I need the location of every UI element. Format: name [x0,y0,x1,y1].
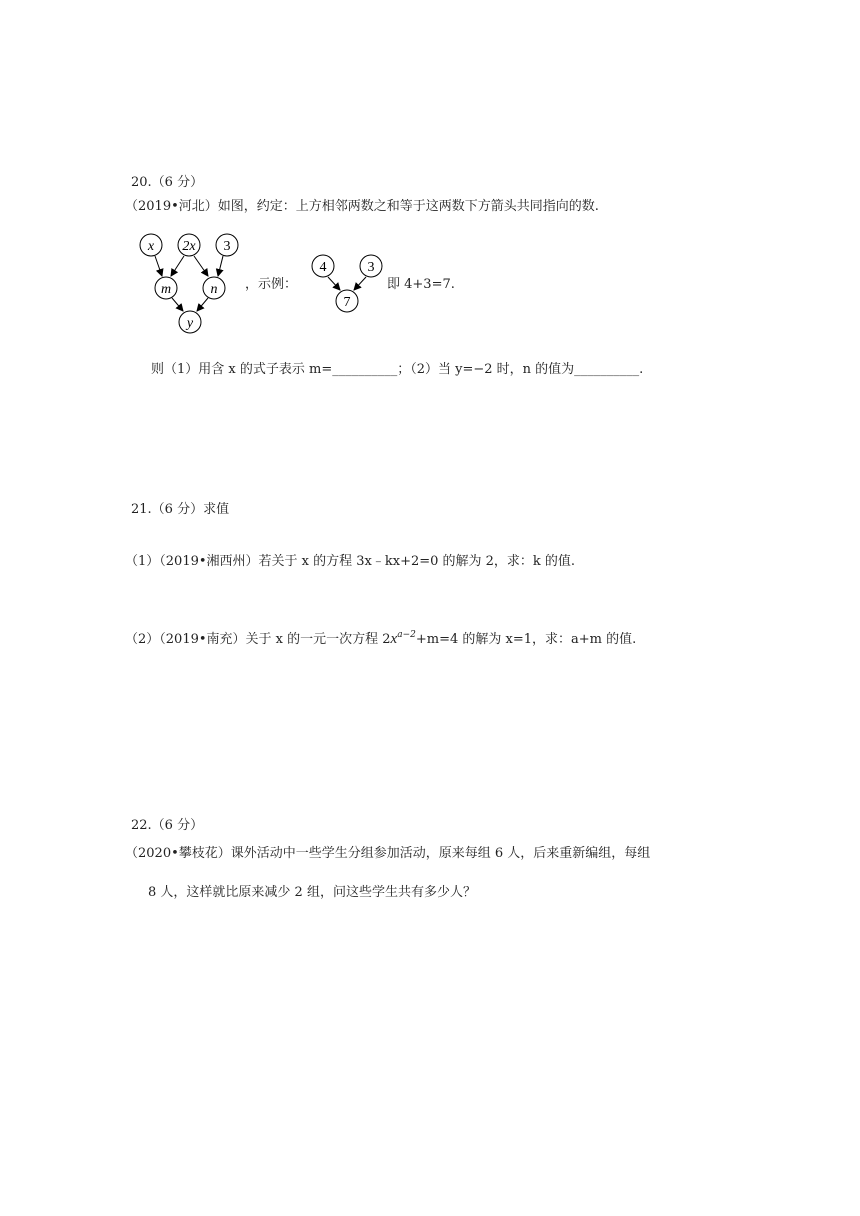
q22-header: 22.（6 分） [131,818,204,833]
q22-line2: 8 人，这样就比原来减少 2 组，问这些学生共有多少人？ [148,885,476,900]
q20-example-label: ，示例： [245,277,298,292]
q21-part2-exponent: a−2 [397,630,416,640]
example-7-label: 7 [343,295,351,310]
example-3-label: 3 [367,260,375,275]
q20-example-result: 即 4+3=7. [387,277,455,292]
example-4-label: 4 [319,260,327,275]
q20-question: 则（1）用含 x 的式子表示 m=__________；（2）当 y=−2 时，n 的值为__________. [151,362,644,377]
q21-part2-variable: x [390,631,398,647]
q20-stem: （2019•河北）如图，约定：上方相邻两数之和等于这两数下方箭头共同指向的数. [125,199,599,214]
node-y-label: y [186,316,194,331]
node-3-label: 3 [223,239,231,254]
q22-line1: （2020•攀枝花）课外活动中一些学生分组参加活动，原来每组 6 人，后来重新编组，每组 [125,846,651,861]
q20-header: 20.（6 分） [131,175,204,190]
node-m-label: m [160,282,172,297]
q20-example-diagram [309,254,389,314]
q21-header: 21.（6 分）求值 [131,502,230,517]
q21-part1: （1）（2019•湘西州）若关于 x 的方程 3x﹣kx+2=0 的解为 2，求：k 的值. [125,554,576,569]
node-2x-label: 2x [182,239,196,254]
node-x-label: x [147,239,155,254]
q21-part2-suffix: +m=4 的解为 x=1，求：a+m 的值. [415,632,637,647]
node-n-label: n [210,282,218,297]
q21-part2-prefix: （2）（2019•南充）关于 x 的一元一次方程 2 [125,632,391,647]
q21-part2 [125,626,636,649]
